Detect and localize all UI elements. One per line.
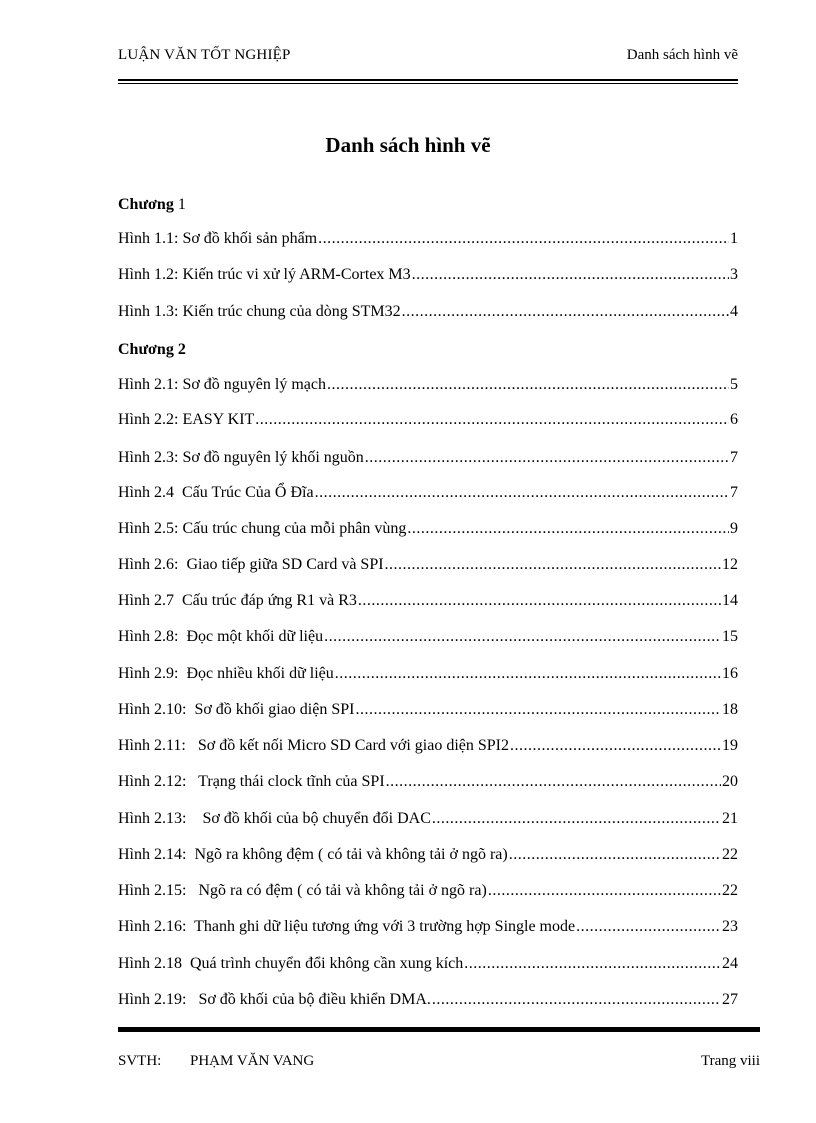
toc-entry[interactable]: Hình 2.3: Sơ đồ nguyên lý khối nguồn ..... 7	[118, 449, 738, 471]
toc-entry[interactable]: Hình 2.1: Sơ đồ nguyên lý mạch ..... 5	[118, 376, 738, 398]
toc-entry[interactable]: Hình 2.14: Ngõ ra không đệm ( có tải và không tải ở ngõ ra) ..... 22	[118, 846, 738, 868]
toc-entry[interactable]: Hình 2.16: Thanh ghi dữ liệu tương ứng với 3 trường hợp Single mode ..... 23	[118, 918, 738, 940]
toc-entry[interactable]: Hình 2.15: Ngõ ra có đệm ( có tải và không tải ở ngõ ra) ..... 22	[118, 882, 738, 904]
chapter-heading: Chương 2	[118, 341, 186, 358]
footer-page-number: Trang viii	[700, 1053, 760, 1069]
toc-entry[interactable]: Hình 1.2: Kiến trúc vi xử lý ARM-Cortex M3 ..... 3	[118, 266, 738, 288]
toc-entry[interactable]: Hình 2.9: Đọc nhiều khối dữ liệu ..... 16	[118, 665, 738, 687]
toc-entry[interactable]: Hình 2.11: Sơ đồ kết nối Micro SD Card với giao diện SPI2 ..... 19	[118, 737, 738, 759]
footer-student-name: PHẠM VĂN VANG	[190, 1053, 315, 1069]
toc-entry[interactable]: Hình 2.4 Cấu Trúc Của Ổ Đĩa ..... 7	[118, 484, 738, 506]
chapter-heading: Chương 1	[118, 196, 186, 213]
header-divider	[118, 79, 738, 81]
toc-entry[interactable]: Hình 1.1: Sơ đồ khối sản phẩm ..... 1	[118, 230, 738, 252]
toc-entry[interactable]: Hình 2.5: Cấu trúc chung của mỗi phân vùng ..... 9	[118, 520, 738, 542]
header-section-label: Danh sách hình vẽ	[626, 47, 738, 63]
toc-entry[interactable]: Hình 2.8: Đọc một khối dữ liệu ..... 15	[118, 628, 738, 650]
toc-entry[interactable]: Hình 2.13: Sơ đồ khối của bộ chuyển đổi DAC ..... 21	[118, 810, 738, 832]
footer-divider	[118, 1027, 760, 1032]
toc-entry[interactable]: Hình 2.7 Cấu trúc đáp ứng R1 và R3 ..... 14	[118, 592, 738, 614]
header-thesis-label: LUẬN VĂN TỐT NGHIỆP	[118, 47, 291, 63]
toc-entry[interactable]: Hình 1.3: Kiến trúc chung của dòng STM32 ..... 4	[118, 303, 738, 325]
header-divider-thin	[118, 83, 738, 84]
toc-entry[interactable]: Hình 2.6: Giao tiếp giữa SD Card và SPI ..... 12	[118, 556, 738, 578]
toc-entry[interactable]: Hình 2.2: EASY KIT ..... 6	[118, 411, 738, 433]
toc-entry[interactable]: Hình 2.19: Sơ đồ khối của bộ điều khiển DMA. ..... 27	[118, 991, 738, 1013]
toc-entry[interactable]: Hình 2.12: Trạng thái clock tĩnh của SPI ..... 20	[118, 773, 738, 795]
footer-svth-label: SVTH:	[118, 1053, 162, 1069]
toc-entry[interactable]: Hình 2.18 Quá trình chuyển đổi không cần xung kích ..... 24	[118, 955, 738, 977]
toc-entry[interactable]: Hình 2.10: Sơ đồ khối giao diện SPI ..... 18	[118, 701, 738, 723]
page-title: Danh sách hình vẽ	[325, 133, 491, 157]
